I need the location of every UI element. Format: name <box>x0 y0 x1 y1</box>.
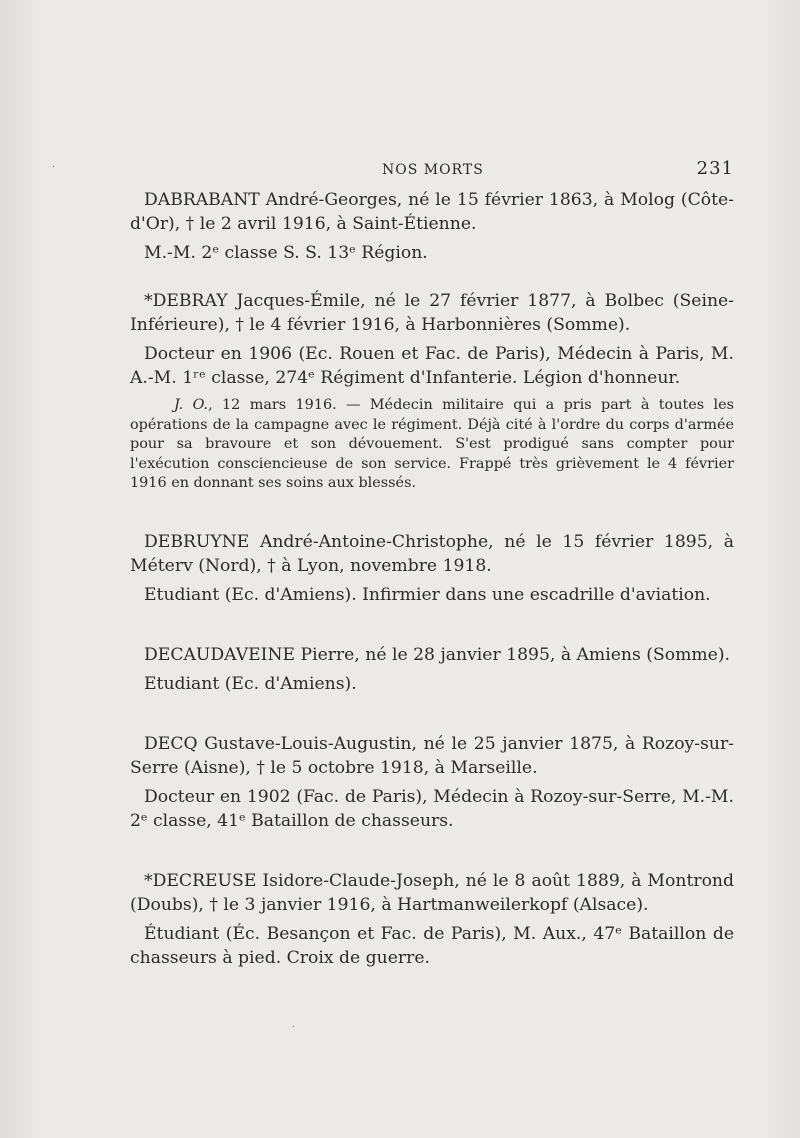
entry-details: Etudiant (Ec. d'Amiens). <box>144 673 357 694</box>
entry-heading: DEBRUYNE André-Antoine-Christophe, né le 15 février 1895, à Méterv (Nord), † à Lyon, novembre 1918. <box>130 531 734 576</box>
entry-heading: DECAUDAVEINE Pierre, né le 28 janvier 1895, à Amiens (Somme). <box>144 644 731 665</box>
page-speck: · <box>52 162 56 173</box>
page-speck: · <box>292 1022 296 1033</box>
running-title: NOS MORTS <box>382 162 484 178</box>
entry-details: Etudiant (Ec. d'Amiens). Infirmier dans une escadrille d'aviation. <box>144 584 711 605</box>
citation <box>130 396 734 494</box>
entry-details: Docteur en 1906 (Ec. Rouen et Fac. de Paris), Médecin à Paris, M. A.-M. 1ʳᵉ classe, 274ᵉ Régiment d'Infanterie. Légion d'honneur. <box>130 344 734 388</box>
entry-heading: DECQ Gustave-Louis-Augustin, né le 25 janvier 1875, à Rozoy-sur-Serre (Aisne), † le 5 octobre 1918, à Marseille. <box>130 733 734 778</box>
citation-text: , 12 mars 1916. — Médecin militaire qui a pris part à toutes les opérations de la campagne avec le régiment. Déjà cité à l'ordre du corps d'armée pour sa bravoure et son dévouement. S'est prodigué sans compter pour l'exécution consciencieuse de son service. Frappé très grièvement le 4 février 1916 en donnant ses soins aux blessés. <box>130 397 734 491</box>
entry-decq <box>130 732 734 833</box>
entry-decreuse <box>130 869 734 970</box>
entry-heading: *DECREUSE Isidore-Claude-Joseph, né le 8 août 1889, à Montrond (Doubs), † le 3 janvier 1916, à Hartmanweilerkopf (Alsace). <box>130 870 734 915</box>
entry-details: M.-M. 2ᵉ classe S. S. 13ᵉ Région. <box>144 243 428 263</box>
entry-debruyne <box>130 530 734 607</box>
running-header <box>130 158 734 182</box>
entry-heading: DABRABANT André-Georges, né le 15 février 1863, à Molog (Côte-d'Or), † le 2 avril 1916, à Saint-Étienne. <box>130 190 734 234</box>
citation-source: J. O. <box>174 397 209 413</box>
page-number: 231 <box>696 158 734 179</box>
entry-details: Docteur en 1902 (Fac. de Paris), Médecin à Rozoy-sur-Serre, M.-M. 2ᵉ classe, 41ᵉ Bataillon de chasseurs. <box>130 786 734 831</box>
entry-heading: *DEBRAY Jacques-Émile, né le 27 février 1877, à Bolbec (Seine-Inférieure), † le 4 février 1916, à Harbonnières (Somme). <box>130 291 734 335</box>
entry-details: Étudiant (Éc. Besançon et Fac. de Paris), M. Aux., 47ᵉ Bataillon de chasseurs à pied. Croix de guerre. <box>130 923 734 968</box>
entry-dabrabant <box>130 188 734 265</box>
entry-decaudaveine <box>130 643 734 696</box>
obituary-list <box>130 188 734 994</box>
entry-debray <box>130 289 734 494</box>
